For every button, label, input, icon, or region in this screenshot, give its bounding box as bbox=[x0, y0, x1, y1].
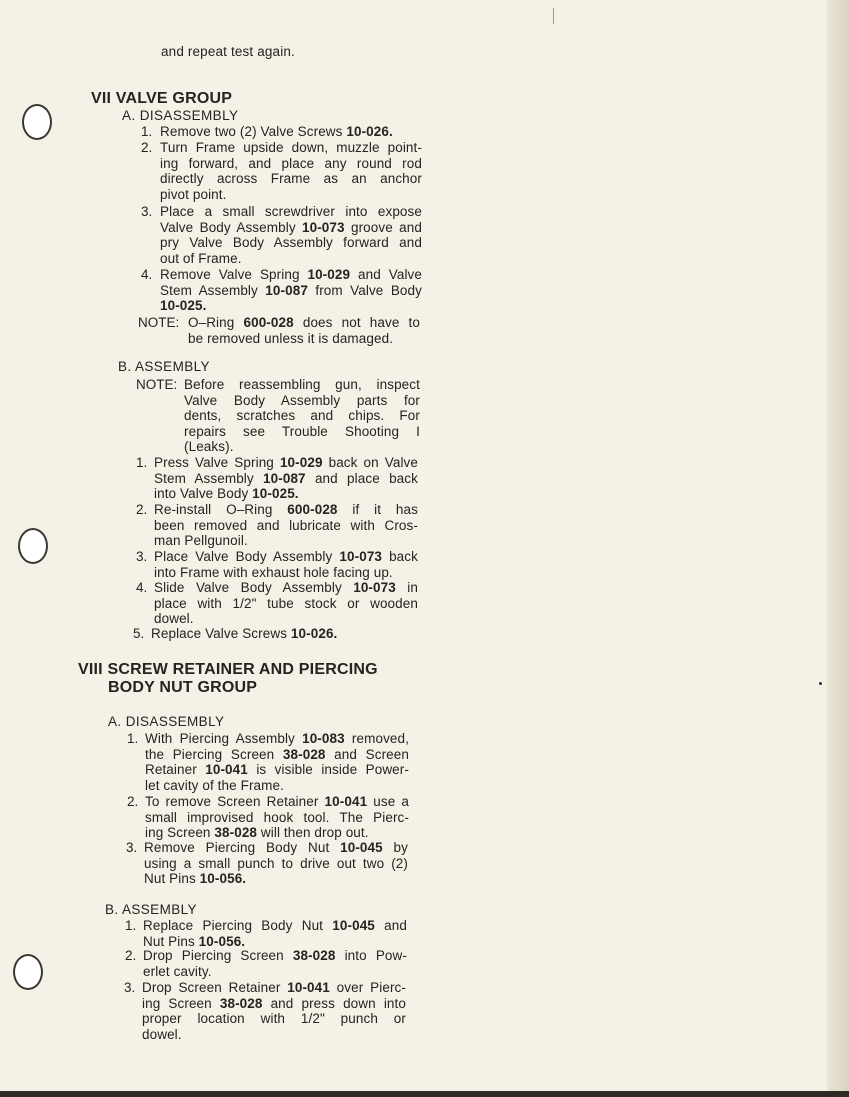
list-item bbox=[151, 626, 415, 642]
text-line: directly across Frame as an anchor bbox=[160, 171, 422, 187]
text-line: ing Screen 38-028 will then drop out. bbox=[145, 825, 369, 841]
text-line: been removed and lubricate with Cros- bbox=[154, 517, 418, 533]
note-text bbox=[188, 315, 420, 346]
text-line: the Piercing Screen 38-028 and Screen bbox=[145, 746, 409, 762]
list-number: 3. bbox=[136, 549, 148, 564]
text-line: Drop Screen Retainer 10-041 over Pierc- bbox=[142, 980, 406, 995]
text-line: With Piercing Assembly 10-083 removed, bbox=[145, 731, 409, 746]
text-line: Press Valve Spring 10-029 back on Valve bbox=[154, 455, 419, 470]
subheading-assembly: B. ASSEMBLY bbox=[118, 359, 210, 374]
section-heading-screw-retainer-line2: BODY NUT GROUP bbox=[108, 679, 258, 696]
binder-hole-middle bbox=[18, 528, 48, 564]
text-line: Remove two (2) Valve Screws 10-026. bbox=[160, 124, 393, 139]
text-line: pivot point. bbox=[160, 186, 227, 202]
list-item bbox=[154, 502, 418, 549]
text-line: let cavity of the Frame. bbox=[145, 777, 284, 793]
text-line: Turn Frame upside down, muzzle point- bbox=[160, 140, 422, 155]
text-line: pry Valve Body Assembly forward and bbox=[160, 235, 422, 251]
list-item bbox=[160, 124, 422, 140]
list-number: 2. bbox=[141, 140, 153, 155]
text-line: 10-025. bbox=[160, 298, 207, 314]
text-line: Valve Body Assembly 10-073 groove and bbox=[160, 219, 423, 235]
list-item bbox=[154, 455, 418, 502]
text-line: Slide Valve Body Assembly 10-073 in bbox=[154, 580, 418, 595]
section-heading-valve-group: VII VALVE GROUP bbox=[91, 90, 233, 107]
list-item bbox=[142, 980, 406, 1042]
text-line: Place a small screwdriver into expose bbox=[160, 204, 422, 219]
text-line: (Leaks). bbox=[184, 439, 234, 455]
text-line: be removed unless it is damaged. bbox=[188, 330, 394, 346]
text-line: Retainer 10-041 is visible inside Power- bbox=[145, 762, 409, 778]
text-line: O–Ring 600-028 does not have to bbox=[188, 315, 420, 330]
page-edge-shadow bbox=[827, 0, 849, 1097]
text-line: dents, scratches and chips. For bbox=[184, 408, 420, 424]
text-line: Nut Pins 10-056. bbox=[143, 933, 246, 949]
text-line: dowel. bbox=[154, 611, 194, 627]
list-item bbox=[160, 204, 422, 266]
paper-mark bbox=[553, 8, 554, 24]
list-number: 4. bbox=[141, 267, 153, 282]
note-text bbox=[184, 377, 420, 455]
text-line: Nut Pins 10-056. bbox=[144, 871, 247, 887]
binder-hole-bottom bbox=[13, 954, 43, 990]
text-line: man Pellgunoil. bbox=[154, 533, 248, 549]
list-item bbox=[144, 840, 408, 887]
list-number: 1. bbox=[136, 455, 148, 470]
text-line: Place Valve Body Assembly 10-073 back bbox=[154, 549, 418, 564]
list-number: 3. bbox=[141, 204, 153, 219]
list-item bbox=[160, 267, 422, 314]
text-line: out of Frame. bbox=[160, 250, 242, 266]
list-number: 2. bbox=[125, 948, 137, 963]
list-item bbox=[143, 948, 407, 979]
list-number: 2. bbox=[127, 794, 139, 809]
note-label: NOTE: bbox=[138, 315, 180, 330]
text-line: into Valve Body 10-025. bbox=[154, 486, 299, 502]
text-line: Replace Piercing Body Nut 10-045 and bbox=[143, 918, 407, 933]
list-number: 1. bbox=[127, 731, 139, 746]
continuation-text: and repeat test again. bbox=[161, 44, 295, 59]
list-number: 1. bbox=[141, 124, 153, 139]
text-line: Valve Body Assembly parts for bbox=[184, 392, 420, 408]
text-line: small improvised hook tool. The Pierc- bbox=[145, 809, 409, 825]
text-line: To remove Screen Retainer 10-041 use a bbox=[145, 794, 409, 809]
text-line: Drop Piercing Screen 38-028 into Pow- bbox=[143, 948, 407, 963]
text-line: Before reassembling gun, inspect bbox=[184, 377, 420, 392]
paper-speck bbox=[819, 682, 822, 685]
subheading-disassembly: A. DISASSEMBLY bbox=[122, 108, 239, 123]
list-item bbox=[145, 731, 409, 793]
text-line: place with 1/2" tube stock or wooden bbox=[154, 595, 418, 611]
list-item bbox=[145, 794, 409, 841]
text-line: repairs see Trouble Shooting I bbox=[184, 423, 420, 439]
text-line: erlet cavity. bbox=[143, 963, 212, 979]
text-line: Replace Valve Screws 10-026. bbox=[151, 626, 338, 641]
list-item bbox=[154, 549, 418, 580]
text-line: into Frame with exhaust hole facing up. bbox=[154, 564, 393, 580]
list-number: 4. bbox=[136, 580, 148, 595]
list-number: 2. bbox=[136, 502, 148, 517]
note-label: NOTE: bbox=[136, 377, 178, 392]
list-number: 3. bbox=[126, 840, 138, 855]
list-number: 3. bbox=[124, 980, 136, 995]
text-line: ing Screen 38-028 and press down into bbox=[142, 995, 406, 1011]
list-number: 5. bbox=[133, 626, 145, 641]
text-line: Remove Piercing Body Nut 10-045 by bbox=[144, 840, 409, 855]
list-item bbox=[143, 918, 407, 949]
text-line: using a small punch to drive out two (2) bbox=[144, 855, 408, 871]
list-item bbox=[154, 580, 418, 627]
text-line: Stem Assembly 10-087 from Valve Body bbox=[160, 282, 422, 298]
text-line: proper location with 1/2" punch or bbox=[142, 1011, 406, 1027]
section-heading-screw-retainer: VIII SCREW RETAINER AND PIERCING bbox=[78, 661, 378, 678]
text-line: Stem Assembly 10-087 and place back bbox=[154, 470, 418, 486]
text-line: Remove Valve Spring 10-029 and Valve bbox=[160, 267, 423, 282]
list-number: 1. bbox=[125, 918, 137, 933]
list-item bbox=[160, 140, 422, 202]
bottom-edge bbox=[0, 1091, 849, 1097]
subheading-disassembly-2: A. DISASSEMBLY bbox=[108, 714, 225, 729]
binder-hole-top bbox=[22, 104, 52, 140]
subheading-assembly-2: B. ASSEMBLY bbox=[105, 902, 197, 917]
text-line: dowel. bbox=[142, 1026, 182, 1042]
text-line: Re-install O–Ring 600-028 if it has bbox=[154, 502, 418, 517]
text-line: ing forward, and place any round rod bbox=[160, 155, 422, 171]
